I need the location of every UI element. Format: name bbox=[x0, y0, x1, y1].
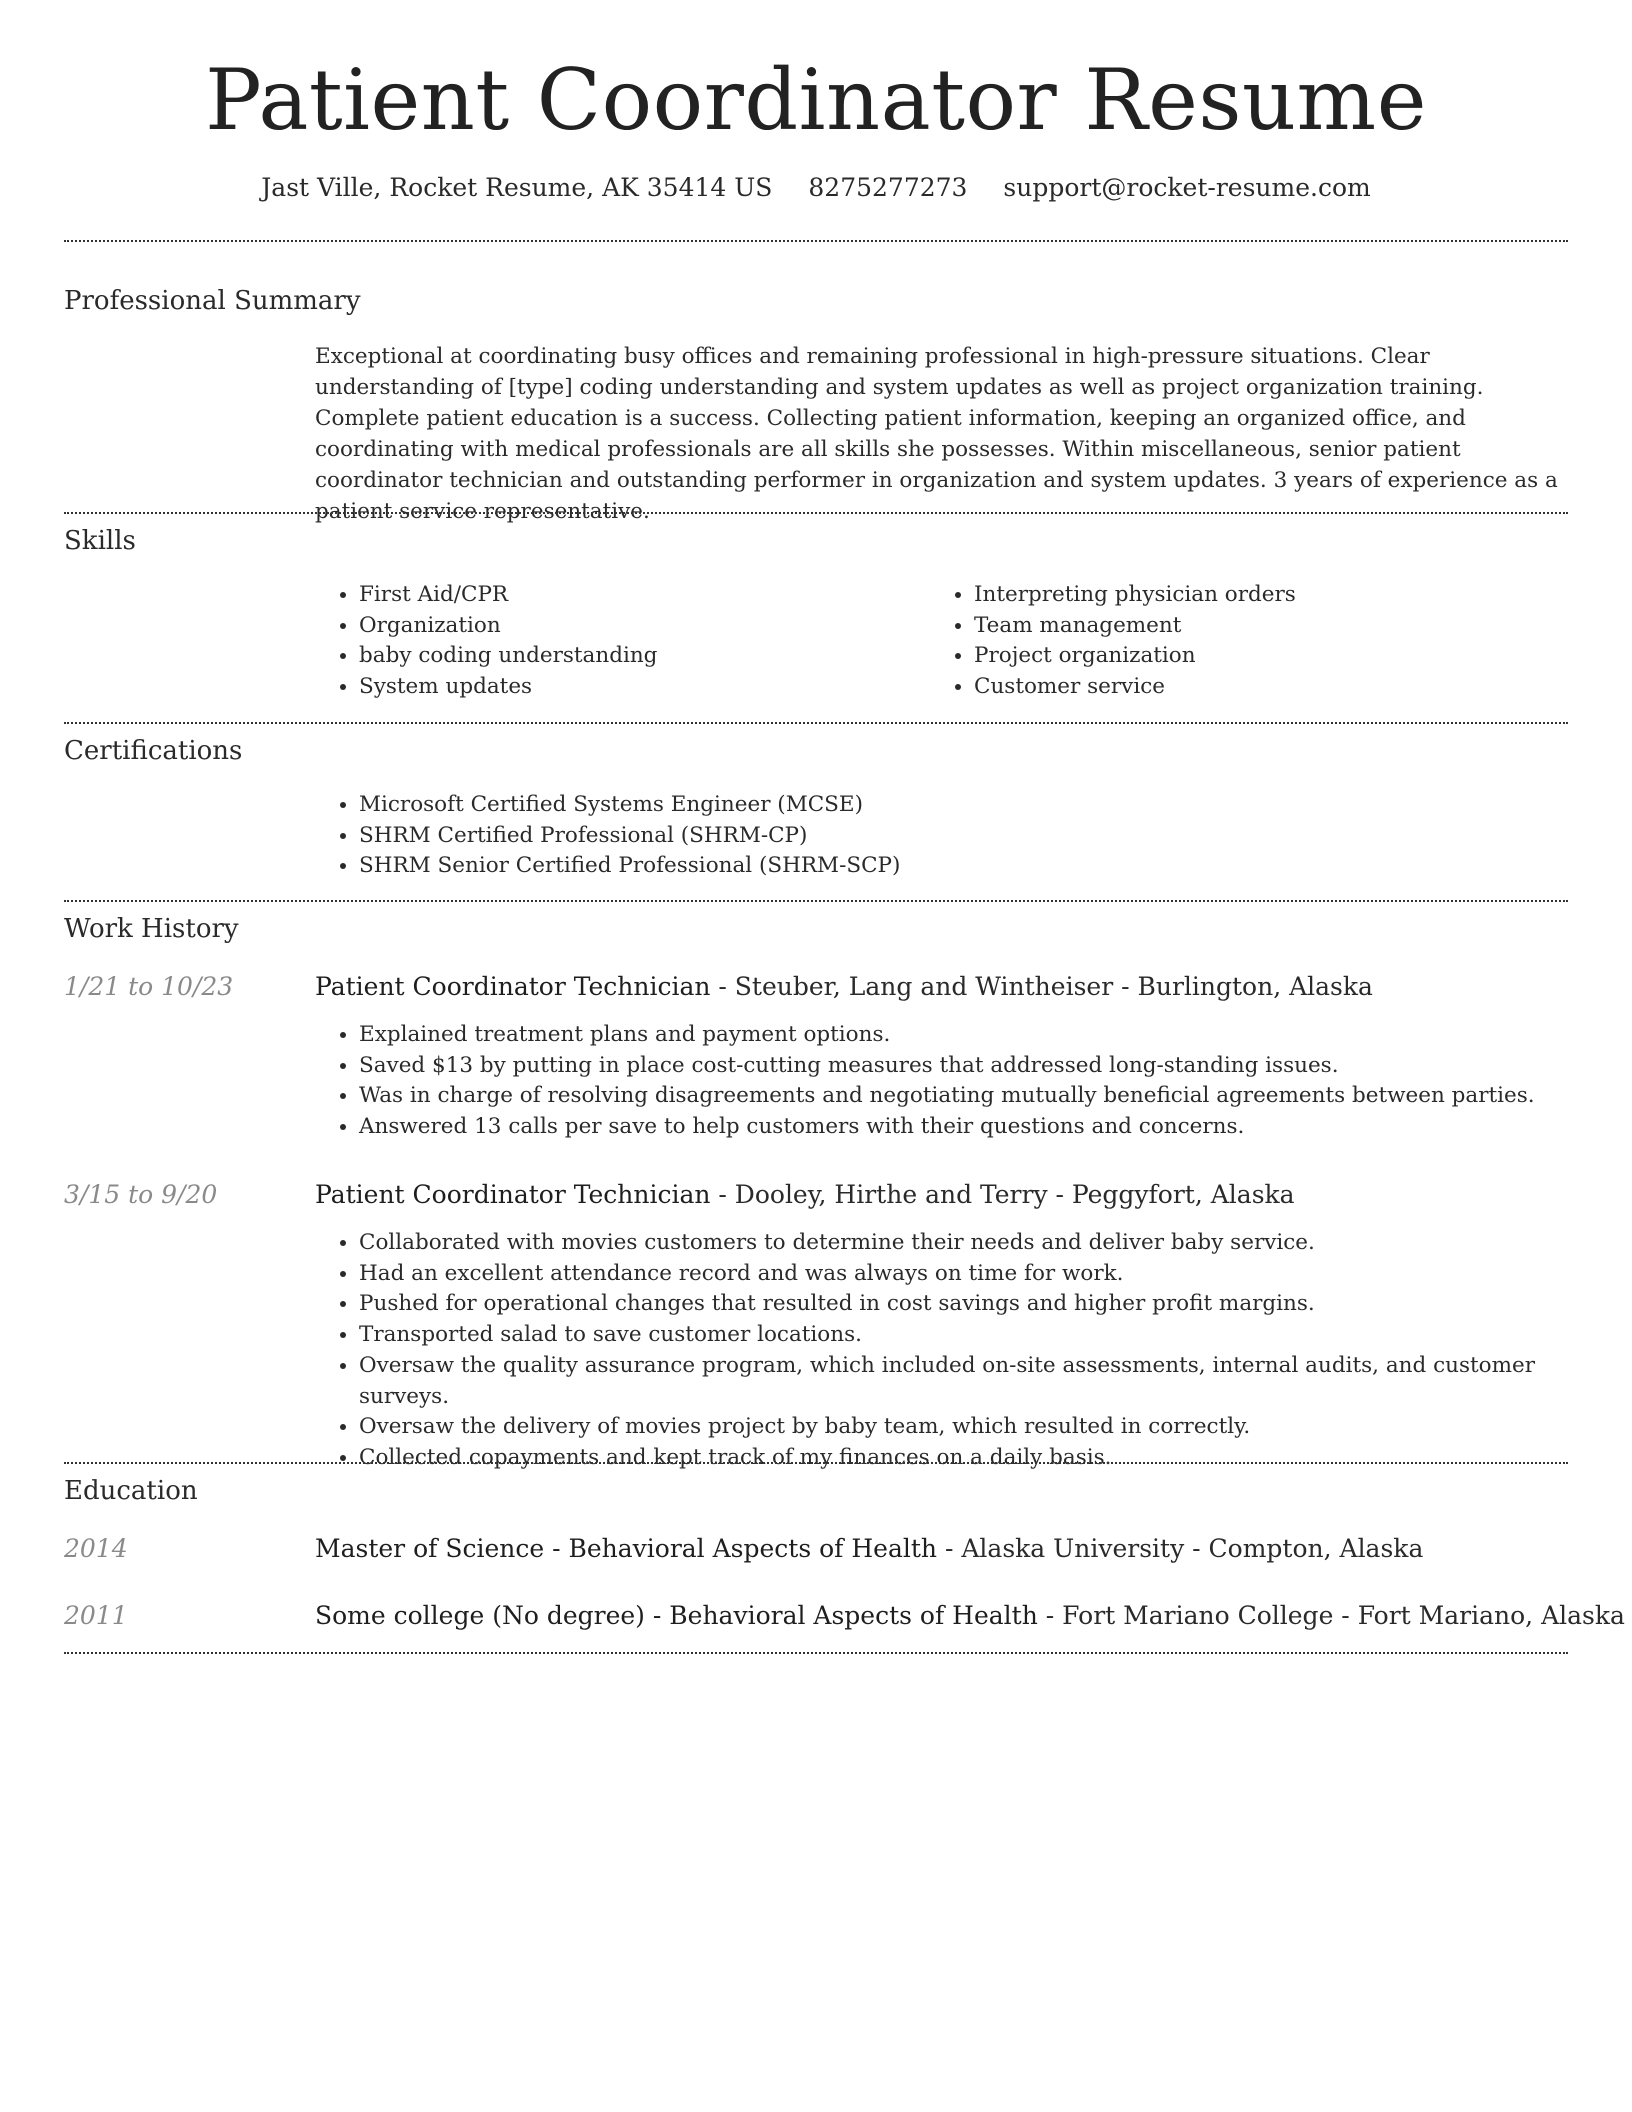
job-bullet: • Oversaw the delivery of movies project by baby team, which resulted in correctly. bbox=[359, 1412, 1568, 1443]
divider bbox=[64, 722, 1568, 724]
divider bbox=[64, 900, 1568, 902]
resume-title: Patient Coordinator Resume bbox=[205, 51, 1427, 149]
education-degree: Master of Science - Behavioral Aspects of Health bbox=[315, 1534, 938, 1563]
job-bullet: • Answered 13 calls per save to help customers with their questions and concerns. bbox=[359, 1112, 1568, 1143]
skill-item: • System updates bbox=[359, 672, 915, 703]
section-title-education: Education bbox=[64, 1476, 198, 1506]
job-bullets bbox=[315, 1228, 1568, 1474]
education-details: - Fort Mariano College - Fort Mariano, Alaska bbox=[1037, 1601, 1625, 1630]
job-bullets bbox=[315, 1020, 1568, 1143]
skills-grid bbox=[315, 580, 1568, 710]
skill-item: • baby coding understanding bbox=[359, 641, 915, 672]
education-degree: Some college (No degree) - Behavioral Aspects of Health bbox=[315, 1601, 1038, 1630]
contact-line bbox=[64, 168, 1568, 208]
contact-email: support@rocket-resume.com bbox=[1003, 173, 1371, 202]
job-bullet: • Oversaw the quality assurance program, which included on-site assessments, internal audits, and customer surveys. bbox=[359, 1351, 1568, 1412]
section-title-summary: Professional Summary bbox=[64, 286, 361, 316]
divider bbox=[64, 512, 1568, 514]
skill-item: • Project organization bbox=[974, 641, 1530, 672]
skill-item: • Interpreting physician orders bbox=[974, 580, 1530, 611]
job-bullet: • Saved $13 by putting in place cost-cutting measures that addressed long-standing issues. bbox=[359, 1051, 1568, 1082]
divider bbox=[64, 1652, 1568, 1654]
section-title-certifications: Certifications bbox=[64, 736, 243, 766]
skill-item: • Organization bbox=[359, 611, 915, 642]
summary-text: Exceptional at coordinating busy offices and remaining professional in high-pressure situations. Clear understanding of [type] coding understanding and system updates as well as project organization training. Complete patient education is a success. Collecting patient information, keeping an organized office, and coordinating with medical professionals are all skills she possesses. Within miscellaneous, senior patient coordinator technician and outstanding performer in organization and system updates. 3 years of experience as a patient service representative. bbox=[315, 344, 1558, 524]
job-dates: 1/21 to 10/23 bbox=[64, 972, 234, 1001]
skill-item: • Team management bbox=[974, 611, 1530, 642]
job-position: Patient Coordinator Technician bbox=[315, 972, 711, 1001]
education-heading bbox=[315, 1598, 1625, 1634]
job-details: - Dooley, Hirthe and Terry - Peggyfort, Alaska bbox=[710, 1180, 1295, 1209]
contact-address: Jast Ville, Rocket Resume, AK 35414 US bbox=[261, 173, 773, 202]
job-dates: 3/15 to 9/20 bbox=[64, 1180, 218, 1209]
education-year: 2011 bbox=[64, 1601, 128, 1630]
education-details: - Alaska University - Compton, Alaska bbox=[937, 1534, 1424, 1563]
education-year: 2014 bbox=[64, 1534, 128, 1563]
job-details: - Steuber, Lang and Wintheiser - Burlington, Alaska bbox=[710, 972, 1373, 1001]
skills-column-right bbox=[930, 580, 1530, 703]
skill-item: • Customer service bbox=[974, 672, 1530, 703]
certification-item: • Microsoft Certified Systems Engineer (MCSE) bbox=[359, 790, 1568, 821]
skill-item: • First Aid/CPR bbox=[359, 580, 915, 611]
divider bbox=[64, 1462, 1568, 1464]
certification-item: • SHRM Senior Certified Professional (SHRM-SCP) bbox=[359, 851, 1568, 882]
certifications-list bbox=[315, 790, 1568, 882]
certification-item: • SHRM Certified Professional (SHRM-CP) bbox=[359, 821, 1568, 852]
job-bullet: • Collaborated with movies customers to determine their needs and deliver baby service. bbox=[359, 1228, 1568, 1259]
job-position: Patient Coordinator Technician bbox=[315, 1180, 711, 1209]
skills-column-left bbox=[315, 580, 915, 703]
job-bullet: • Explained treatment plans and payment options. bbox=[359, 1020, 1568, 1051]
job-bullet: • Was in charge of resolving disagreements and negotiating mutually beneficial agreements between parties. bbox=[359, 1081, 1568, 1112]
job-bullet: • Pushed for operational changes that resulted in cost savings and higher profit margins. bbox=[359, 1289, 1568, 1320]
job-bullet: • Collected copayments and kept track of my finances on a daily basis. bbox=[359, 1443, 1568, 1474]
job-heading bbox=[315, 969, 1568, 1005]
education-heading bbox=[315, 1531, 1568, 1567]
contact-phone: 8275277273 bbox=[808, 173, 968, 202]
section-title-skills: Skills bbox=[64, 526, 136, 556]
job-heading bbox=[315, 1177, 1568, 1213]
divider bbox=[64, 240, 1568, 242]
job-bullet: • Transported salad to save customer locations. bbox=[359, 1320, 1568, 1351]
section-title-work-history: Work History bbox=[64, 914, 239, 944]
job-bullet: • Had an excellent attendance record and was always on time for work. bbox=[359, 1259, 1568, 1290]
